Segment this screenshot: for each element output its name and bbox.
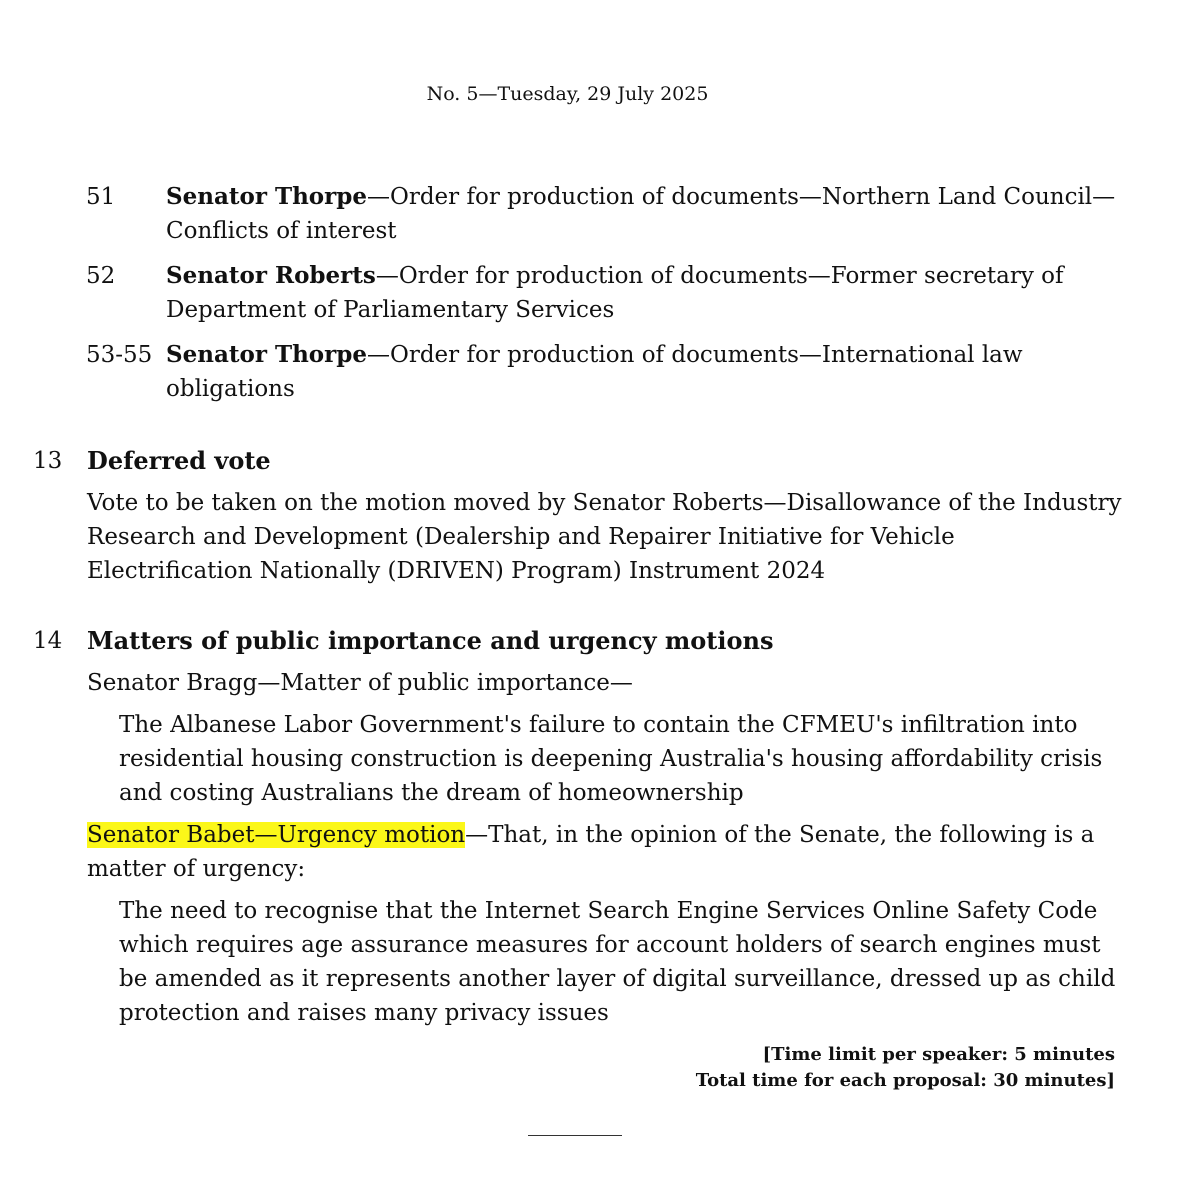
- section-title: Deferred vote: [87, 446, 271, 475]
- section-number: 13: [33, 448, 63, 474]
- babet-highlight: Senator Babet—Urgency motion: [87, 822, 466, 848]
- section-body: Vote to be taken on the motion moved by Senator Roberts—Disallowance of the Industry Research and Development (Dealership and Repairer Initiative for Vehicle Electrification Nationally (DRIVEN) Program) Instrument 2024: [87, 490, 1122, 584]
- order-description: —Order for production of documents—Northern Land Council—Conflicts of interest: [166, 184, 1116, 244]
- section-title: Matters of public importance and urgency motions: [87, 626, 774, 655]
- order-number: 52: [86, 263, 116, 289]
- order-item-51: [86, 180, 1126, 248]
- section-heading: [33, 444, 1123, 478]
- section-number: 14: [33, 628, 63, 654]
- babet-paragraph: [87, 818, 1123, 886]
- section-deferred-vote: [33, 444, 1123, 588]
- section-heading: [33, 624, 1123, 658]
- order-senator: Senator Thorpe: [166, 341, 367, 368]
- babet-intro: —That, in the opinion of the Senate, the following is a matter of urgency:: [87, 822, 1095, 882]
- order-text: [166, 180, 1126, 248]
- bragg-quote: The Albanese Labor Government's failure to contain the CFMEU's infiltration into residential housing construction is deepening Australia's housing affordability crisis and costing Australians the dream of homeownership: [119, 712, 1103, 806]
- section-body: [87, 666, 1123, 1030]
- order-text: [166, 259, 1126, 327]
- section-mpi: [33, 624, 1123, 1030]
- order-description: —Order for production of documents—Former secretary of Department of Parliamentary Services: [166, 263, 1064, 323]
- time-limit-note: [696, 1042, 1115, 1094]
- orders-list: [86, 180, 1126, 417]
- babet-quote: The need to recognise that the Internet Search Engine Services Online Safety Code which requires age assurance measures for account holders of search engines must be amended as it represents another layer of digital surveillance, dressed up as child protection and raises many privacy issues: [119, 898, 1116, 1026]
- order-item-53-55: [86, 338, 1126, 406]
- end-rule: [528, 1135, 622, 1136]
- order-senator: Senator Roberts: [166, 262, 376, 289]
- order-text: [166, 338, 1126, 406]
- order-item-52: [86, 259, 1126, 327]
- bragg-intro: Senator Bragg—Matter of public importance—: [87, 670, 633, 696]
- page-header: No. 5—Tuesday, 29 July 2025: [426, 83, 709, 105]
- time-limit-line-2: Total time for each proposal: 30 minutes]: [695, 1070, 1115, 1091]
- order-number: 53-55: [86, 342, 153, 368]
- order-number: 51: [86, 184, 116, 210]
- time-limit-line-1: [Time limit per speaker: 5 minutes: [762, 1044, 1115, 1065]
- order-description: —Order for production of documents—International law obligations: [166, 342, 1023, 402]
- order-senator: Senator Thorpe: [166, 183, 367, 210]
